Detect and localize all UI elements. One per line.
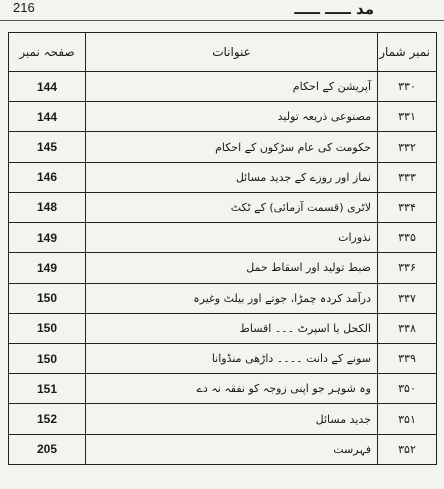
serial-cell: ۳۳۴	[378, 192, 437, 222]
serial-cell: ۳۵۰	[378, 374, 437, 404]
serial-cell: ۳۳۸	[378, 313, 437, 343]
serial-cell: ۳۳۷	[378, 283, 437, 313]
page-cell: 150	[9, 313, 86, 343]
page-cell: 148	[9, 192, 86, 222]
title-cell: جدید مسائل	[86, 404, 378, 434]
title-cell: ضبط تولید اور اسقاط حمل	[86, 253, 378, 283]
title-cell: لاٹری (قسمت آزمائی) کے ٹکٹ	[86, 192, 378, 222]
title-cell: وہ شوہر جو اپنی زوجہ کو نفقہ نہ دے	[86, 374, 378, 404]
page-cell: 146	[9, 162, 86, 192]
serial-cell: ۳۳۳	[378, 162, 437, 192]
title-cell: مصنوعی ذریعہ تولید	[86, 102, 378, 132]
table-row	[9, 223, 437, 253]
table-header-row	[9, 33, 437, 72]
table-row	[9, 102, 437, 132]
serial-cell: ۳۳۲	[378, 132, 437, 162]
table-row	[9, 162, 437, 192]
page-number: 216	[13, 0, 35, 15]
title-cell: حکومت کی عام سڑکوں کے احکام	[86, 132, 378, 162]
page-cell: 150	[9, 343, 86, 373]
title-cell: نماز اور روزے کے جدید مسائل	[86, 162, 378, 192]
table-row	[9, 132, 437, 162]
page-cell: 144	[9, 72, 86, 102]
table-row	[9, 374, 437, 404]
table-row	[9, 343, 437, 373]
running-head: مد ـــــ ـــــ	[294, 0, 374, 18]
serial-cell: ۳۳۹	[378, 343, 437, 373]
table-row	[9, 72, 437, 102]
table-row	[9, 253, 437, 283]
serial-cell: ۳۳۶	[378, 253, 437, 283]
page-cell: 150	[9, 283, 86, 313]
page-cell: 149	[9, 253, 86, 283]
title-cell: آپریشن کے احکام	[86, 72, 378, 102]
serial-header: نمبر شمار	[378, 33, 437, 72]
page-cell: 149	[9, 223, 86, 253]
serial-cell: ۳۳۱	[378, 102, 437, 132]
title-cell: سونے کے دانت ۔۔۔۔ داڑھی منڈوانا	[86, 343, 378, 373]
serial-cell: ۳۵۲	[378, 434, 437, 464]
title-cell: درآمد کردہ چمڑا، جوتے اور بیلٹ وغیرہ	[86, 283, 378, 313]
table-row	[9, 434, 437, 464]
page-cell: 145	[9, 132, 86, 162]
table-row	[9, 404, 437, 434]
title-header: عنوانات	[86, 33, 378, 72]
table-row	[9, 192, 437, 222]
title-cell: فہرست	[86, 434, 378, 464]
page-cell: 144	[9, 102, 86, 132]
page-cell: 205	[9, 434, 86, 464]
header-rule	[0, 20, 444, 21]
serial-cell: ۳۵۱	[378, 404, 437, 434]
title-cell: نذورات	[86, 223, 378, 253]
page-header: صفحہ نمبر	[9, 33, 86, 72]
serial-cell: ۳۳۰	[378, 72, 437, 102]
serial-cell: ۳۳۵	[378, 223, 437, 253]
page-cell: 152	[9, 404, 86, 434]
table-row	[9, 313, 437, 343]
contents-table	[8, 32, 437, 465]
title-cell: الکحل یا اسپرٹ ۔۔۔ اقساط	[86, 313, 378, 343]
page-cell: 151	[9, 374, 86, 404]
table-row	[9, 283, 437, 313]
